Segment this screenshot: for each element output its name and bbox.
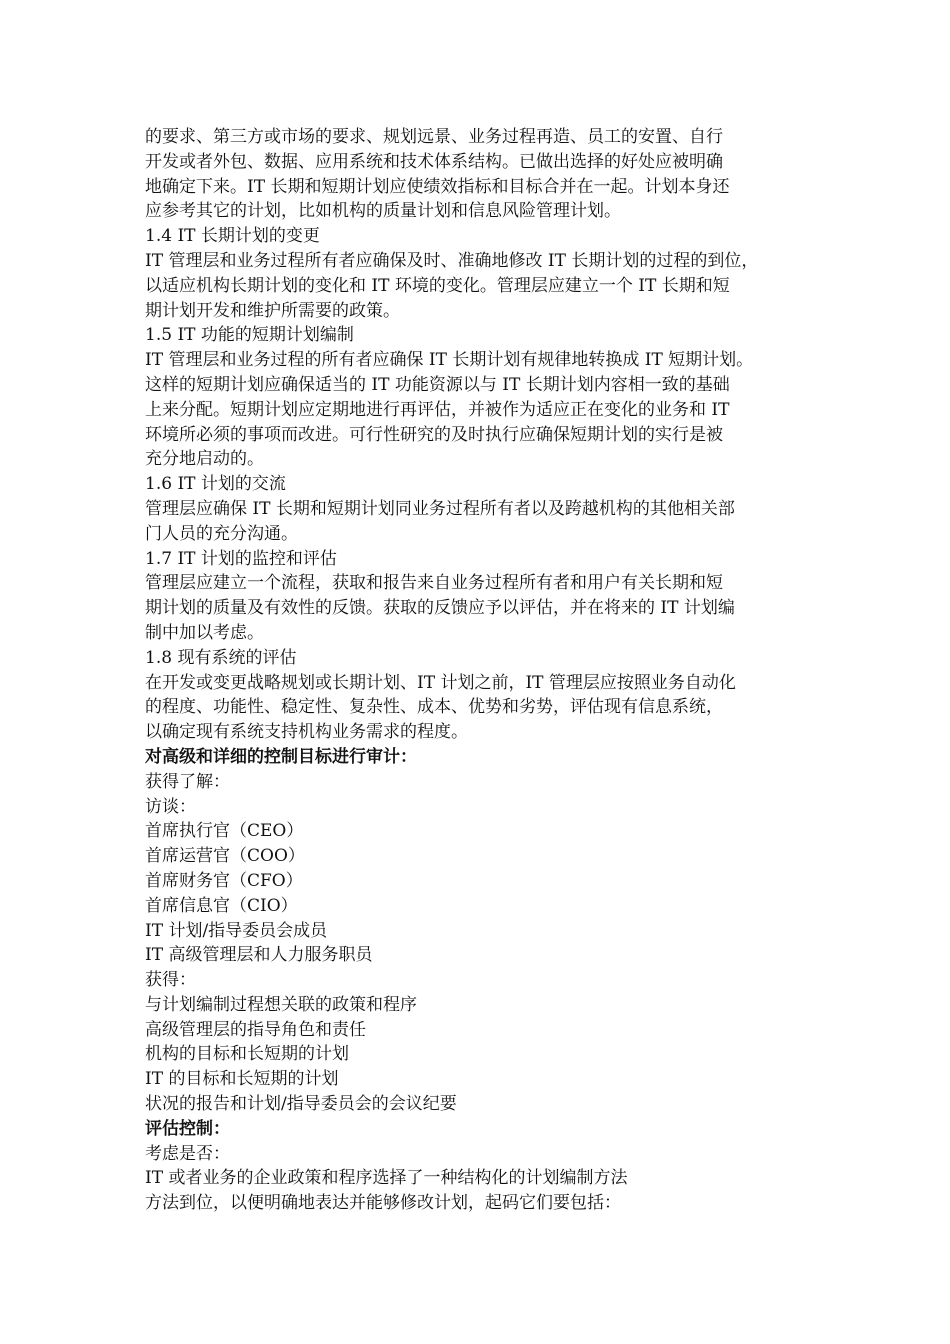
text-line: 管理层应确保 IT 长期和短期计划同业务过程所有者以及跨越机构的其他相关部 bbox=[145, 498, 735, 519]
text-line: 制中加以考虑。 bbox=[145, 622, 264, 643]
section-heading: 对高级和详细的控制目标进行审计： bbox=[145, 746, 417, 767]
text-line: 首席财务官（CFO） bbox=[145, 870, 303, 891]
text-line: 1.4 IT 长期计划的变更 bbox=[145, 226, 320, 247]
text-line: 获得： bbox=[145, 970, 196, 991]
text-line: 访谈： bbox=[145, 796, 196, 817]
text-line: IT 或者业务的企业政策和程序选择了一种结构化的计划编制方法 bbox=[145, 1168, 628, 1189]
text-line: 方法到位，以便明确地表达并能够修改计划，起码它们要包括： bbox=[145, 1193, 621, 1214]
text-line: 与计划编制过程想关联的政策和程序 bbox=[145, 994, 417, 1015]
text-line: 的程度、功能性、稳定性、复杂性、成本、优势和劣势，评估现有信息系统， bbox=[145, 697, 723, 718]
text-line: 这样的短期计划应确保适当的 IT 功能资源以与 IT 长期计划内容相一致的基础 bbox=[145, 374, 730, 395]
text-line: 考虑是否： bbox=[145, 1143, 230, 1164]
text-line: 机构的目标和长短期的计划 bbox=[145, 1044, 349, 1065]
section-heading: 评估控制： bbox=[145, 1118, 230, 1139]
text-line: 1.6 IT 计划的交流 bbox=[145, 474, 286, 495]
text-line: IT 的目标和长短期的计划 bbox=[145, 1069, 339, 1090]
text-line: 高级管理层的指导角色和责任 bbox=[145, 1019, 366, 1040]
text-line: 充分地启动的。 bbox=[145, 449, 264, 470]
text-line: 期计划的质量及有效性的反馈。获取的反馈应予以评估，并在将来的 IT 计划编 bbox=[145, 598, 735, 619]
document-page bbox=[145, 125, 835, 1216]
text-line: 获得了解： bbox=[145, 771, 230, 792]
text-line: 地确定下来。IT 长期和短期计划应使绩效指标和目标合并在一起。计划本身还 bbox=[145, 176, 730, 197]
text-line: 以确定现有系统支持机构业务需求的程度。 bbox=[145, 722, 468, 743]
text-line: 首席运营官（COO） bbox=[145, 846, 305, 867]
text-line: 1.5 IT 功能的短期计划编制 bbox=[145, 325, 354, 346]
text-line: 在开发或变更战略规划或长期计划、IT 计划之前，IT 管理层应按照业务自动化 bbox=[145, 672, 736, 693]
text-line: IT 管理层和业务过程的所有者应确保 IT 长期计划有规律地转换成 IT 短期计划。 bbox=[145, 350, 754, 371]
text-line: 的要求、第三方或市场的要求、规划远景、业务过程再造、员工的安置、自行 bbox=[145, 127, 723, 147]
text-line: 期计划开发和维护所需要的政策。 bbox=[145, 300, 400, 321]
text-line: 以适应机构长期计划的变化和 IT 环境的变化。管理层应建立一个 IT 长期和短 bbox=[145, 275, 730, 296]
text-line: 门人员的充分沟通。 bbox=[145, 523, 298, 544]
text-line: 上来分配。短期计划应定期地进行再评估，并被作为适应正在变化的业务和 IT bbox=[145, 399, 730, 420]
text-line: 状况的报告和计划/指导委员会的会议纪要 bbox=[145, 1094, 457, 1115]
text-line: 1.8 现有系统的评估 bbox=[145, 647, 297, 668]
text-line: IT 管理层和业务过程所有者应确保及时、准确地修改 IT 长期计划的过程的到位， bbox=[145, 250, 759, 271]
text-line: 环境所必须的事项而改进。可行性研究的及时执行应确保短期计划的实行是被 bbox=[145, 424, 723, 445]
text-line: IT 计划/指导委员会成员 bbox=[145, 920, 328, 941]
text-line: 管理层应建立一个流程，获取和报告来自业务过程所有者和用户有关长期和短 bbox=[145, 573, 723, 594]
text-line: 应参考其它的计划，比如机构的质量计划和信息风险管理计划。 bbox=[145, 201, 621, 222]
text-line: 首席信息官（CIO） bbox=[145, 895, 298, 916]
text-line: 首席执行官（CEO） bbox=[145, 821, 304, 842]
text-line: 1.7 IT 计划的监控和评估 bbox=[145, 548, 337, 569]
text-line: IT 高级管理层和人力服务职员 bbox=[145, 945, 373, 966]
text-line: 开发或者外包、数据、应用系统和技术体系结构。已做出选择的好处应被明确 bbox=[145, 151, 723, 172]
